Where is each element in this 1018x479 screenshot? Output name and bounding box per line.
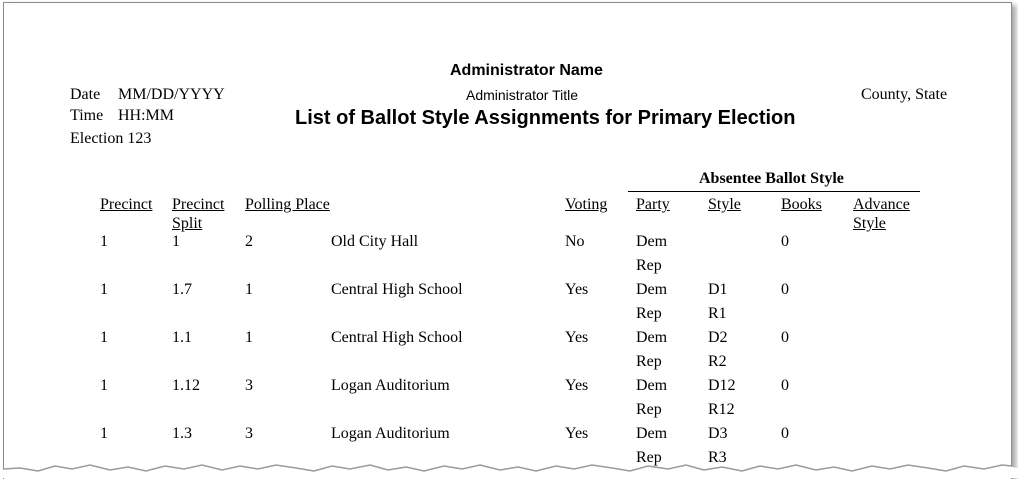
cell-precinct: 1: [100, 281, 108, 298]
col-advance-style-line1: Advance: [853, 196, 910, 213]
date-value: MM/DD/YYYY: [118, 86, 225, 103]
cell-place-name: Old City Hall: [331, 233, 419, 250]
cell-books: 0: [781, 281, 789, 298]
cell-voting: Yes: [565, 377, 589, 394]
col-polling-place: Polling Place: [245, 196, 330, 213]
col-party: Party: [636, 196, 670, 213]
cell-style: D12: [708, 377, 736, 394]
time-label: Time: [70, 107, 104, 124]
cell-split: 1.12: [172, 377, 200, 394]
election-label: Election 123: [70, 130, 152, 147]
cell-place-number: 3: [245, 425, 253, 442]
time-value: HH:MM: [118, 107, 175, 124]
cell-split: 1.3: [172, 425, 192, 442]
absentee-group-header: Absentee Ballot Style: [699, 170, 844, 187]
cell-party: Dem: [636, 329, 668, 346]
group-header-rule: [628, 191, 920, 192]
torn-edge: [0, 454, 1018, 478]
cell-split: 1.7: [172, 281, 192, 298]
col-books: Books: [781, 196, 822, 213]
report-page: [3, 2, 1012, 479]
cell-split: 1: [172, 233, 180, 250]
cell-party: Dem: [636, 233, 668, 250]
cell-place-name: Logan Auditorium: [331, 377, 450, 394]
cell-split: 1.1: [172, 329, 192, 346]
cell-place-number: 3: [245, 377, 253, 394]
cell-precinct: 1: [100, 329, 108, 346]
cell-style: D1: [708, 281, 728, 298]
cell-books: 0: [781, 425, 789, 442]
cell-precinct: 1: [100, 425, 108, 442]
cell-voting: No: [565, 233, 585, 250]
admin-title: Administrator Title: [466, 87, 579, 103]
cell-precinct: 1: [100, 233, 108, 250]
cell-place-name: Logan Auditorium: [331, 425, 450, 442]
col-precinct: Precinct: [100, 196, 153, 213]
cell-style: D3: [708, 425, 728, 442]
cell-voting: Yes: [565, 281, 589, 298]
cell-voting: Yes: [565, 329, 589, 346]
cell-style: R2: [708, 353, 727, 370]
cell-place-number: 2: [245, 233, 253, 250]
cell-party: Rep: [636, 305, 662, 322]
cell-place-name: Central High School: [331, 329, 463, 346]
cell-precinct: 1: [100, 377, 108, 394]
cell-place-name: Central High School: [331, 281, 463, 298]
col-precinct-split-line2: Split: [172, 215, 203, 232]
col-advance-style-line2: Style: [853, 215, 886, 232]
location-label: County, State: [861, 86, 948, 103]
cell-party: Rep: [636, 353, 662, 370]
cell-party: Rep: [636, 449, 662, 466]
cell-style: R1: [708, 305, 727, 322]
cell-style: D2: [708, 329, 728, 346]
cell-party: Dem: [636, 377, 668, 394]
cell-books: 0: [781, 329, 789, 346]
cell-style: R12: [708, 401, 735, 418]
col-precinct-split-line1: Precinct: [172, 196, 225, 213]
col-style: Style: [708, 196, 741, 213]
cell-party: Dem: [636, 425, 668, 442]
cell-place-number: 1: [245, 329, 253, 346]
cell-books: 0: [781, 377, 789, 394]
cell-party: Dem: [636, 281, 668, 298]
cell-books: 0: [781, 233, 789, 250]
cell-style: R3: [708, 449, 727, 466]
cell-place-number: 1: [245, 281, 253, 298]
col-voting: Voting: [565, 196, 608, 213]
report-title: List of Ballot Style Assignments for Primary Election: [295, 107, 796, 129]
cell-voting: Yes: [565, 425, 589, 442]
date-label: Date: [70, 86, 101, 103]
admin-name: Administrator Name: [450, 62, 603, 79]
cell-party: Rep: [636, 401, 662, 418]
cell-party: Rep: [636, 257, 662, 274]
